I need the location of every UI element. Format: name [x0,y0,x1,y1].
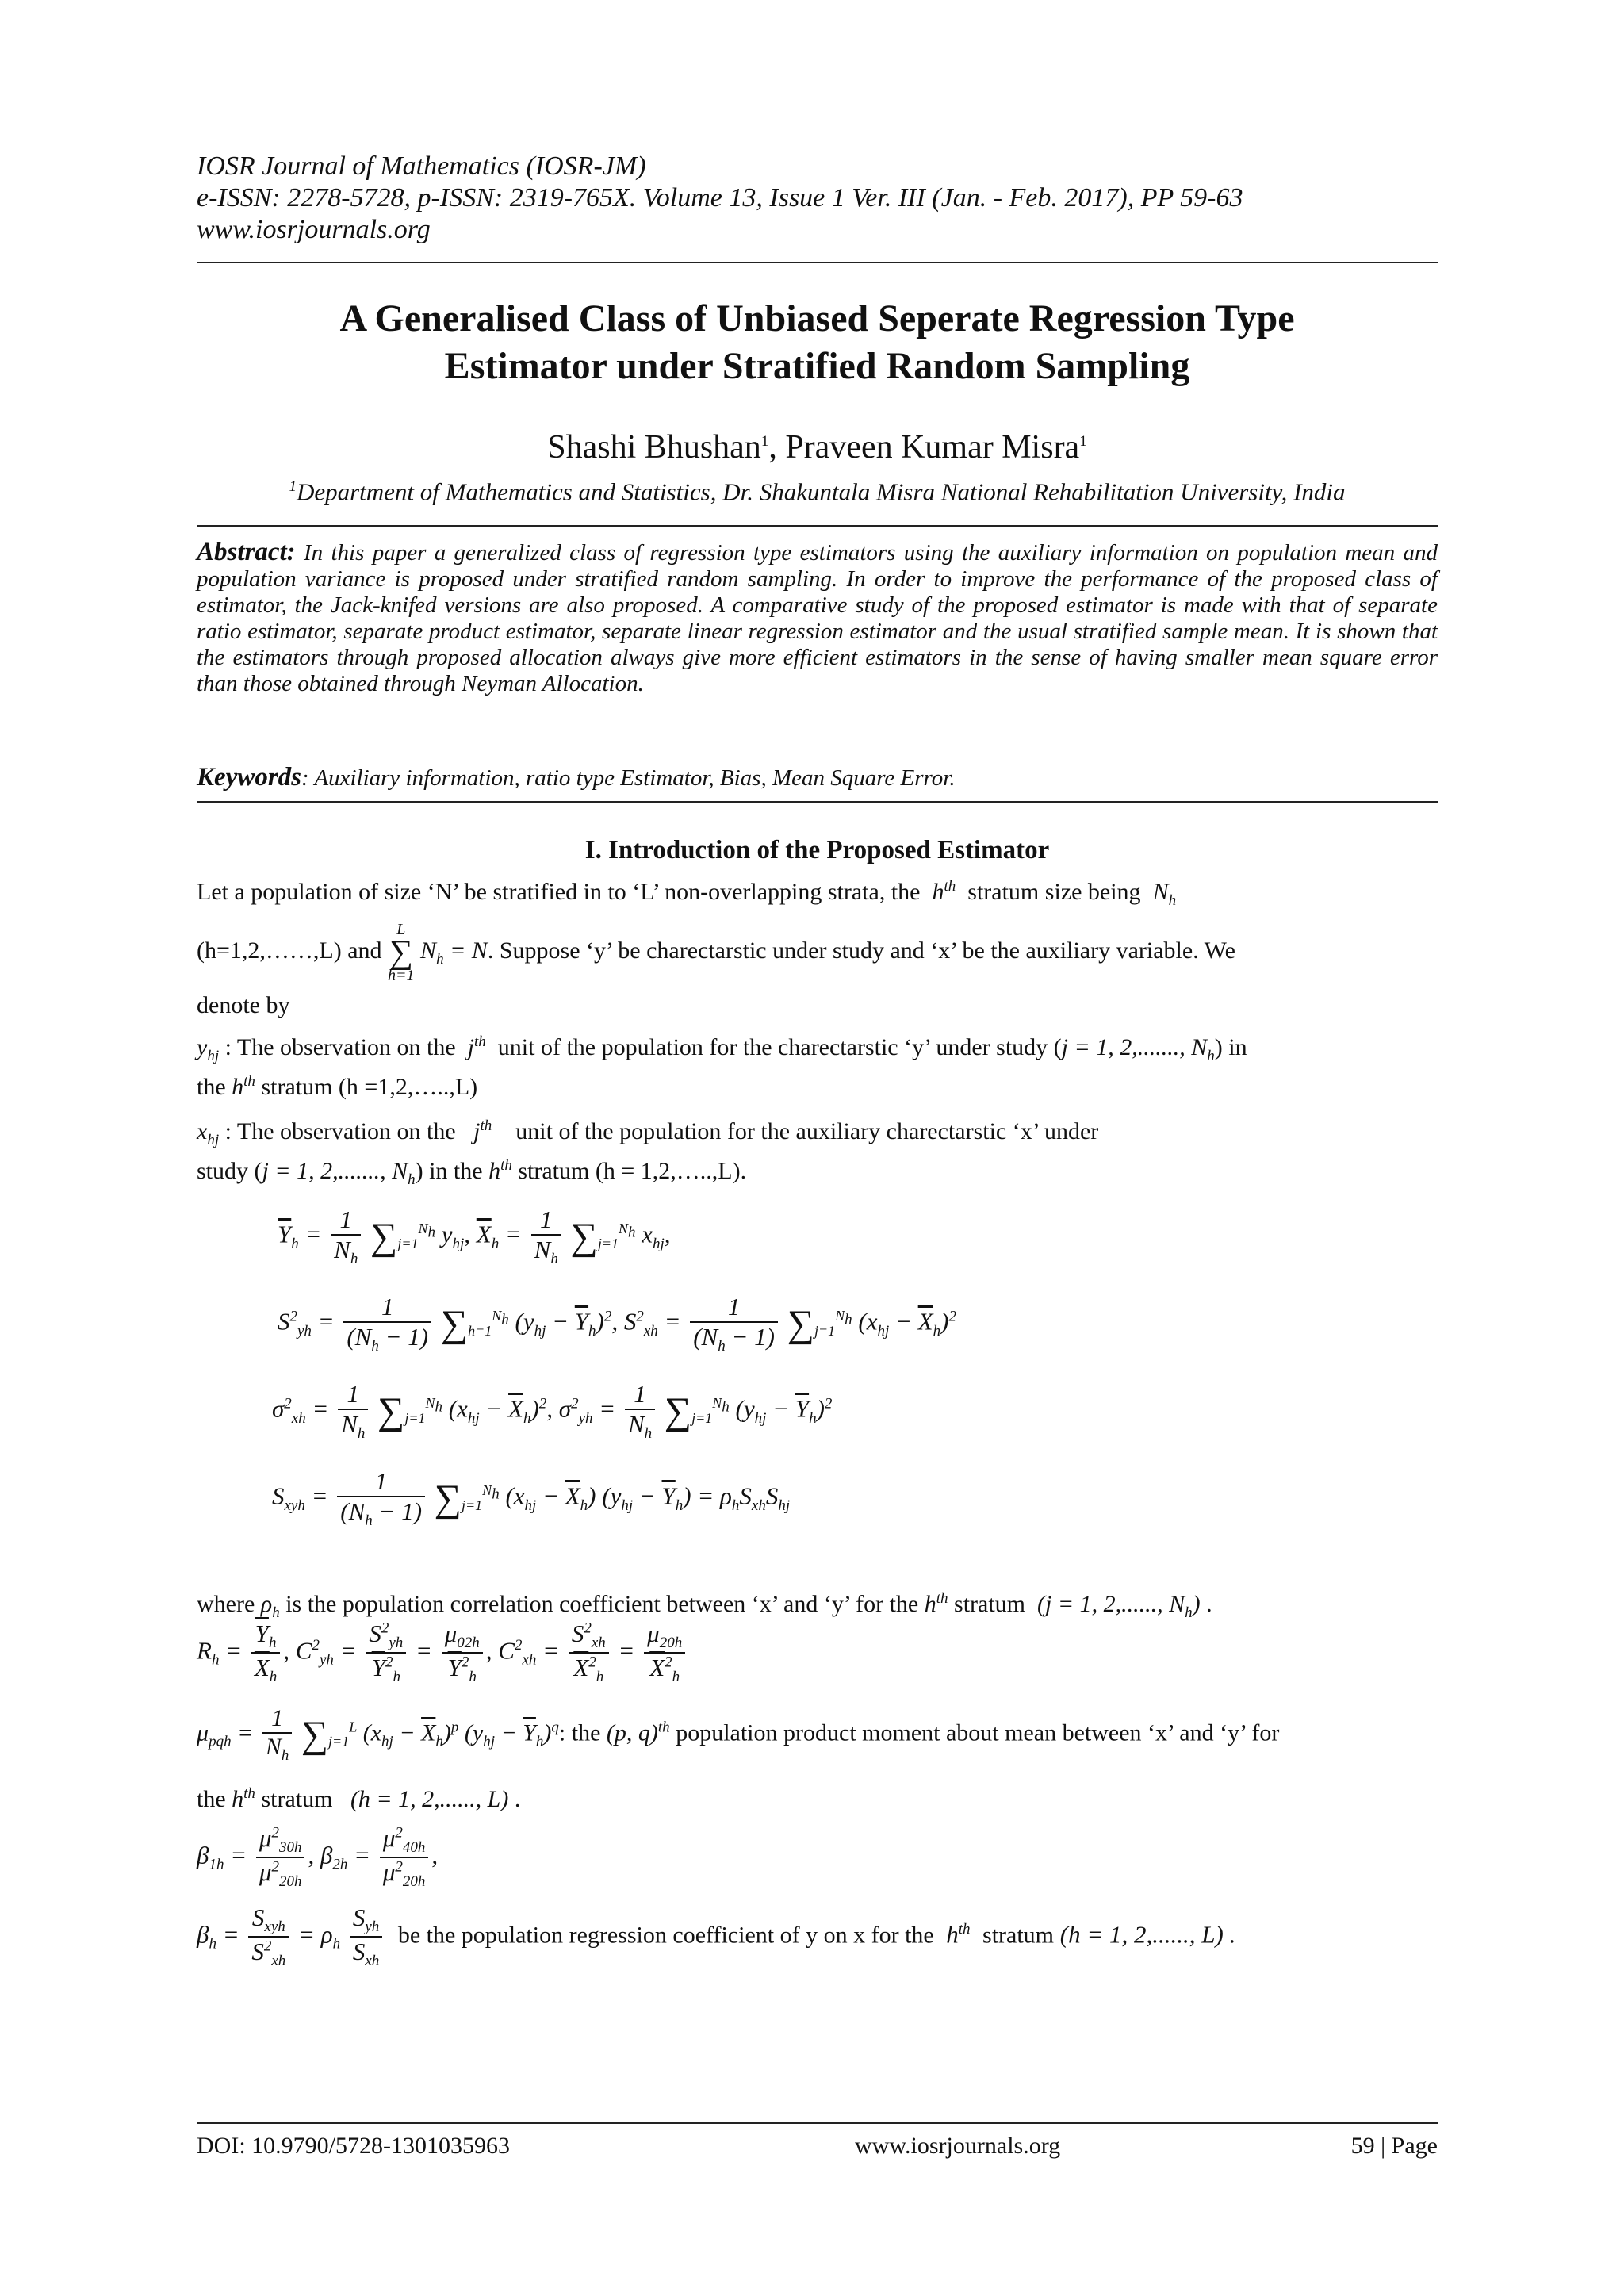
title-line-2: Estimator under Stratified Random Sampling [444,345,1190,387]
footer-rule [197,2122,1438,2124]
footer-page-number: 59 | Page [1350,2133,1438,2159]
abstract [197,539,1438,697]
keywords-text: : Auxiliary information, ratio type Estimator, Bias, Mean Square Error. [301,765,956,791]
intro-line-2: (h=1,2,……,L) and L ∑ h=1 $N_h = N$. Suppose ‘y’ be charectarstic under study and ‘x’ be the auxiliary variable. We [197,921,1235,984]
keywords [197,763,1438,792]
keywords-label: Keywords [197,763,301,792]
equation-beta12: $\beta_{1h}$ = $\frac{\mu^2_{30h}}{\mu^2_{20h}}$ , $\beta_{2h}$ = $\frac{\mu^2_{40h}}{\mu^2_{20h}}$ , [197,1824,439,1891]
abstract-text: In this paper a generalized class of regression type estimators using the auxiliary information on population mean and population variance is proposed under stratified random sampling. In order to improve the performance of the proposed class of estimator, the Jack-knifed versions are also proposed. A comparative study of the proposed estimator is made with that of separate ratio estimator, separate product estimator, separate linear regression estimator and the usual stratified sample mean. It is shown that the estimators through proposed allocation always give more efficient estimators in the sense of having smaller mean square error than those obtained through Neyman Allocation. [197,540,1438,696]
journal-website: www.iosrjournals.org [197,215,431,244]
equation-beta: $\beta_h$ = $\frac{S_{xyh}}{S^2_{xh}}$ = $\rho_h$ $\frac{S_{yh}}{S_{xh}}$ be the population regression coefficient of y on x for the $h^{th}$ stratum (h = 1, 2,......, L) . [197,1903,1236,1970]
intro-line-1: Let a population of size ‘N’ be stratified in to ‘L’ non-overlapping strata, the $h^{th}$ stratum size being $N_h$ [197,878,1177,909]
journal-name: IOSR Journal of Mathematics (IOSR-JM) [197,151,646,181]
y-definition-cont: the $h^{th}$ stratum (h =1,2,…..,L) [197,1073,478,1100]
x-definition: $x_{hj}$ : The observation on the $j^{th}$ unit of the population for the auxiliary charectarstic ‘x’ under [197,1117,1099,1148]
equation-moment: $\mu_{pqh}$ = $\frac{1}{N_h}$ $\sum_{j=1}^L$ $(x_{hj} - \overline{X}_h)^p$ $(y_{hj} - \overline{Y}_h)^q$: the (p, q)$^{th}$ population product moment about mean between ‘x’ and ‘y’ for [197,1705,1280,1764]
authors: Shashi Bhushan$^1$, Praveen Kumar Misra$^1$ [547,429,1087,466]
abstract-bottom-rule [197,801,1438,803]
paper-page [197,0,1438,2296]
abstract-top-rule [197,525,1438,527]
y-definition: $y_{hj}$ : The observation on the $j^{th}$ unit of the population for the charectarstic ‘y’ under study (j = 1, 2,......., $N_h$) in [197,1033,1247,1064]
equation-sigma: $\sigma^2_{xh}$ = $\frac{1}{N_h}$ $\sum_{j=1}^{N_h}$ $(x_{hj} - \overline{X}_h)^2$, $\sigma^2_{yh}$ = $\frac{1}{N_h}$ $\sum_{j=1}^{N_h}$ $(y_{hj} - \overline{Y}_h)^2$ [272,1380,833,1443]
title-line-1: A Generalised Class of Unbiased Seperate Regression Type [339,297,1295,339]
equation-covariance: $S_{xyh}$ = $\frac{1}{(N_h - 1)}$ $\sum_{j=1}^{N_h}$ $(x_{hj} - \overline{X}_h) (y_{hj} - \overline{Y}_h) = \rho_hS_{xh}S_{hj}$ [272,1467,791,1530]
where-line: where $\rho_h$ is the population correlation coefficient between ‘x’ and ‘y’ for the $h^{th}$ stratum (j = 1, 2,......, $N_h$) . [197,1590,1212,1621]
journal-header [197,151,1438,246]
footer-site: www.iosrjournals.org [855,2133,1061,2159]
journal-issn: e-ISSN: 2278-5728, p-ISSN: 2319-765X. Volume 13, Issue 1 Ver. III (Jan. - Feb. 2017), PP 59-63 [197,183,1243,213]
header-rule [197,262,1438,263]
affiliation: $^1$Department of Mathematics and Statistics, Dr. Shakuntala Misra National Rehabilitation University, India [289,477,1346,506]
equation-ratios: $R_h$ = $\frac{\overline{Y}_h}{\overline{X}_h}$ , $C^2_{yh}$ = $\frac{S^2_{yh}}{\overline{Y}^2_h}$ = $\frac{\mu_{02h}}{\overline{Y}^2_h}$ , $C^2_{xh}$ = $\frac{S^2_{xh}}{\overline{X}^2_h}$ = $\frac{\mu_{20h}}{\overline{X}^2_h}$ [197,1619,688,1686]
abstract-label: Abstract: [197,538,296,566]
paper-title [197,295,1438,390]
intro-line-3: denote by [197,992,290,1018]
section-heading: I. Introduction of the Proposed Estimator [584,836,1050,864]
footer-doi: DOI: 10.9790/5728-1301035963 [197,2133,510,2159]
moment-cont: the $h^{th}$ stratum (h = 1, 2,......, L) . [197,1785,521,1812]
equation-means: $\overline{Y}_h$ = $\frac{1}{N_h}$ $\sum_{j=1}^{N_h}$ $y_{hj}$, $\overline{X}_h$ = $\frac{1}{N_h}$ $\sum_{j=1}^{N_h}$ $x_{hj}$, [278,1205,671,1268]
x-definition-cont: study (j = 1, 2,......., $N_h$) in the $h^{th}$ stratum (h = 1,2,…..,L). [197,1157,747,1188]
equation-variances: $S^2_{yh}$ = $\frac{1}{(N_h - 1)}$ $\sum_{h=1}^{N_h}$ $(y_{hj} - \overline{Y}_h)^2$, $S^2_{xh}$ = $\frac{1}{(N_h - 1)}$ $\sum_{j=1}^{N_h}$ $(x_{hj} - \overline{X}_h)^2$ [278,1293,956,1355]
